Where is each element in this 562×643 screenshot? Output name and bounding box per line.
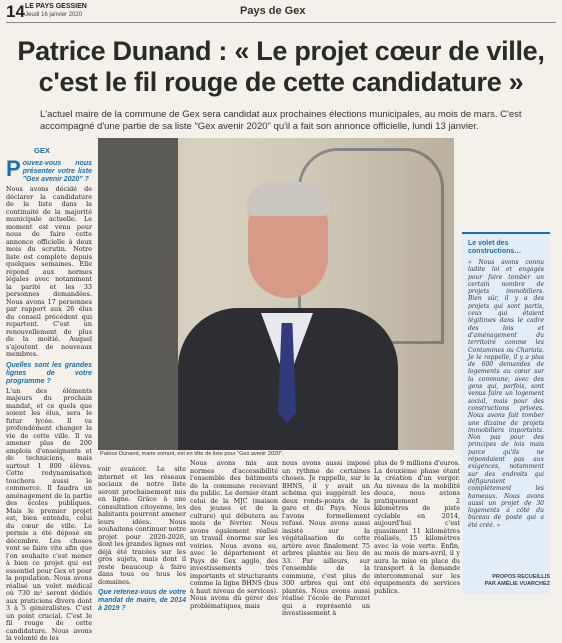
question-3: Que retenez-vous de votre mandat de maire, de 2014 à 2019 ? — [98, 589, 186, 612]
photo-caption: Patrice Dunand, maire sortant, est en tête de liste pour "Gex avenir 2020". — [100, 451, 284, 457]
article-lead: L'actuel maire de la commune de Gex sera candidat aux prochaines élections municipales, au mois de mars. C'est accompagné d'une partie de sa liste "Gex avenir 2020" qu'il a fait son annonce officielle, lundi 13 janvier. — [40, 109, 522, 132]
byline-line-1: PROPOS RECUEILLIS — [492, 574, 550, 580]
byline — [420, 574, 550, 588]
photo-background-wall — [98, 138, 178, 450]
article-headline — [0, 36, 562, 98]
page-number: 14 — [6, 2, 25, 21]
section-name: Pays de Gex — [240, 5, 306, 17]
location-tag: GEX — [34, 146, 50, 155]
sidebar-title: Le volet des constructions… — [468, 240, 522, 255]
column-4: nous avons aussi imposé un rythme de certaines choses. Je rappelle, sur le BHNS, il y avait un schéma qui suggérait les deux ronds-points de la gare et du Pays. Nous l'avons formellement refusé. Nous avons aussi insisté sur la végétalisation de cette artère avec finalement 75 arbres plantés au lieu de 33. Par ailleurs, sur l'ensemble de la commune, c'est plus de 300 arbres qui ont été plantés. Nous avons aussi réalisé l'école de Parozet qui a représenté un investissement à — [282, 459, 370, 617]
answer-1: Nous avons décidé de déclarer la candidature de la liste dans la continuité de la majorité municipale actuelle. Le moment est venu pour nous de faire cette annonce officielle à deux mois du scrutin. Notre liste est complète depuis quelques semaines. Elle répond aux normes légales avec notamment la parité et les 33 personnes demandées. Nous avons 17 personnes par rapport aux 26 élus du conseil précédent qui repartent. C'est un renouvellement de plus de la moitié. Auquel s'ajoutent de nouveaux membres. — [6, 185, 92, 358]
headline-line-2: c'est le fil rouge de cette candidature » — [38, 67, 524, 97]
newspaper-name: LE PAYS GESSIEN — [25, 3, 87, 10]
portrait-photo — [98, 138, 454, 450]
column-5: plus de 9 millions d'euros. La deuxième phase étant la création d'un verger. Au niveau de la mobilité douce, nous avions pratiquement 2 kilomètres de piste cyclable en 2014, aujourd'hui c'est quasiment 11 kilomètres réalisés, 15 kilomètres avec la voie verte. Enfin, au mois de mars-avril, il y aura la mise en place du transport à la demande intercommunal sur les équipements de services publics. — [374, 459, 460, 595]
question-2: Quelles sont les grandes lignes de votre programme ? — [6, 361, 92, 385]
column-1 — [6, 156, 92, 643]
question-1: ouvez-vous nous présenter votre liste "Gex avenir 2020" ? — [22, 160, 92, 183]
page-header — [0, 0, 562, 22]
issue-date: Jeudi 16 janvier 2020 — [25, 12, 83, 18]
headline-line-1: Patrice Dunand : « Le projet cœur de ville, — [17, 36, 545, 66]
column-3: Nous avons mis aux normes d'accessibilité l'ensemble des bâtiments de la commune recevant du public. Le dernier étant celui de la MJC (maison des jeunes et de la culture) qui débutera au mois de février. Nous avons également réalisé un travail énorme sur les voiries. Nous avons eu, avec le département et Pays de Gex agglo, des investissements très importants et structurants comme la ligne BHNS (bus à haut niveau de services). Nous avons dû gérer des problématiques, mais — [190, 459, 278, 610]
photo-hair — [246, 182, 330, 216]
column-2-text: voir avancer. Le site internet et les réseaux sociaux de notre liste seront prochainement mis en ligne. Grâce à une consultation citoyenne, les habitants pourront amener leurs idées. Nous souhaitons continuer notre projet pour 2020-2026, dont les grandes lignes ont déjà été tracées sur les gros sujets, mais dont il reste beaucoup à faire dans tous ou tous les domaines. — [98, 465, 186, 586]
header-rule — [6, 22, 556, 23]
answer-2: L'un des éléments majeurs du prochain mandat, et ce quels que soient les élus, sera le futur lycée. Il va profondément changer la vie de cette ville. Il va amener plus de 200 emplois d'enseignants et de techniciens, mais surtout 1 800 élèves. Cette redynamisation touchera aussi le commerce. Il faudra un aménagement de la partie des écoles publiques. Mais le premier projet est, bien entendu, celui du cœur de ville. Le permis a été déposé en décembre. Les choses vont se faire vite afin que l'on souhaite c'est mener à bien ce projet qui est essentiel pour Gex et pour la population. Nous avons réalisé un volet médical où 730 m² seront dédiés aux praticiens divers dont 3 à 5 généralistes. C'est un point crucial. C'est le fil rouge de cette candidature. Nous avons la volonté de les — [6, 386, 92, 642]
column-2 — [98, 466, 186, 615]
byline-line-2: PAR AMÉLIE VUARCHEZ — [484, 581, 550, 587]
drop-cap: P — [6, 156, 21, 181]
sidebar-text: « Nous avons connu ladite loi et engagés pour faire tomber un certain nombre de projets immobiliers. Bien sûr, il y a des projets qui sont partis, ceux qui étaient légitimes dans le cadre des lois et d'aménagement du territoire comme les Contamines ou Chariats. Je le rappelle, il y a plus de 600 demandes de logements au cœur sur la commune, avec des gens qui, parfois, sont venus faire un logement social, mais pour des constructions privées. Nous avons fait tomber une dizaine de projets immobiliers importants. Non pas pour des principes de lois mais parce qu'ils ne répondaient pas aux exigences, notamment sur des endroits qui défiguraient complètement les hameaux. Nous avons aussi un projet de 30 logements à côté du bureau de poste qui a été créé. » — [468, 259, 544, 529]
sidebar-box — [462, 232, 550, 594]
